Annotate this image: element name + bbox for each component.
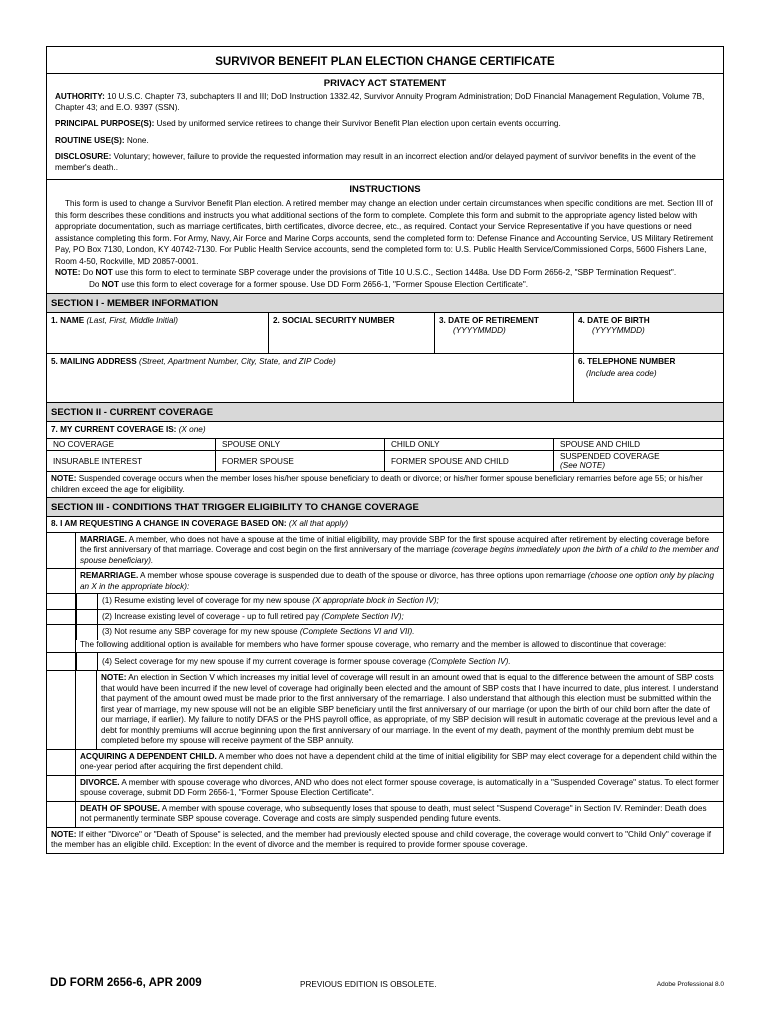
- dependent-child-checkbox[interactable]: [47, 750, 76, 775]
- section-2-heading: SECTION II - CURRENT COVERAGE: [47, 403, 723, 422]
- option-death-of-spouse: DEATH OF SPOUSE. A member with spouse coverage, who subsequently loses that spouse to death, must select "Suspend Coverage" in Section IV. Reminder: Death does not permanently terminate SBP spouse coverage. Coverage and costs are simply suspended pending future events.: [47, 801, 723, 827]
- coverage-former-spouse[interactable]: FORMER SPOUSE: [216, 451, 385, 471]
- option-marriage: MARRIAGE. A member, who does not have a spouse at the time of initial eligibility, may provide SBP for the first spouse acquired after retirement by electing coverage before the first anniversary of that marriage. Coverage and cost begin on the first anniversary of the marriage (coverage begins immediately upon the birth of a child to the member and spouse beneficiary).: [47, 532, 723, 569]
- obsolete-notice: PREVIOUS EDITION IS OBSOLETE.: [300, 980, 437, 989]
- divorce-checkbox[interactable]: [47, 776, 76, 801]
- coverage-child-only[interactable]: CHILD ONLY: [385, 439, 554, 451]
- form-title: SURVIVOR BENEFIT PLAN ELECTION CHANGE CERTIFICATE: [47, 47, 723, 74]
- form-container: [46, 46, 724, 854]
- death-of-spouse-checkbox[interactable]: [47, 802, 76, 827]
- remarriage-opt1-checkbox[interactable]: [76, 594, 98, 609]
- privacy-heading: PRIVACY ACT STATEMENT: [323, 78, 447, 89]
- ssn-field[interactable]: 2. SOCIAL SECURITY NUMBER: [269, 313, 435, 353]
- option-remarriage: REMARRIAGE. A member whose spouse coverage is suspended due to death of the spouse or divorce, has three options upon remarriage (choose one option only by placing an X in the appropriate block): (1) Resume existing level of coverage for my new spouse (X appropriate block in Section IV); (2) Increase existing level of coverage - up to full retired pay (Complete Section IV); (3) Not resume any SBP coverage for my new spouse (Complete Sections VI and VII). The following additional option is available for members who have former spouse coverage, who remarry and the member is allowed to discontinue that coverage: (4) Select coverage for my new spouse if my current coverage is former spouse coverage (Complete Section IV). NOTE: An election in Section V which increases my initial level of coverage will result in an amount owed that is equal to the difference between the amount of SBP costs that would have been incurred if the new level of coverage had originally been elected and the amount of SBP costs that I have incurred to date, plus interest. I understand that payment of the amount owed must be made prior to the first anniversary of the remarriage. I also understand that although this election must be submitted within the first year of marriage, my new spouse will not be an eligible SBP beneficiary until the first anniversary of our marriage (or upon the birth of our child born after the date of our marriage, if earlier). My failure to notify DFAS or the PHS payroll office, as appropriate, of my SBP decision will result in automatic coverage at the previous level and a debt for monthly premiums will accrue beginning upon the first anniversary of our marriage. In the event of my death, payment of the monthly premium debt must be completed before my spouse will receive payment of the SBP annuity.: [47, 568, 723, 749]
- coverage-spouse-only[interactable]: SPOUSE ONLY: [216, 439, 385, 451]
- routine-use: ROUTINE USE(S): None.: [55, 135, 149, 145]
- form-id: DD FORM 2656-6, APR 2009: [50, 977, 202, 989]
- remarriage-opt4-checkbox[interactable]: [76, 653, 98, 670]
- disclosure: DISCLOSURE: Voluntary; however, failure to provide the requested information may result in an incorrect election and/or delayed payment of survivor benefits in the event of the member's death..: [55, 152, 696, 172]
- principal-purpose: PRINCIPAL PURPOSE(S): Used by uniformed service retirees to change their Survivor Benefit Plan election upon certain events occurring.: [55, 119, 561, 128]
- authority: AUTHORITY: 10 U.S.C. Chapter 73, subchapters II and III; DoD Instruction 1332.42, Survivor Annuity Program Administration; DoD Financial Management Regulation, Volume 7B, Chapter 43; and E.O. 9397 (SSN).: [55, 92, 705, 112]
- marriage-checkbox[interactable]: [47, 533, 76, 569]
- instructions-body: This form is used to change a Survivor Benefit Plan election. A retired member may change an election under certain circumstances when specific conditions are met. Section III of this form describes these conditions and instructs you what additional sections of the form to complete. Complete this form and submit to the appropriate agency listed below with appropriate documentation, such as marriage certificates, birth certificates, divorce decree, etc., as required. Contact your Service Representative if you have questions or need assistance completing this form. For Army, Navy, Air Force and Marine Corps accounts, send the completed form to: Defense Finance and Accounting Service, US Military Retirement Pay, PO Box 7130, London, KY 40742-7130. For Public Health Service accounts, send the completed form to: U.S. Public Health Service/Commissioned Corps, 5600 Fishers Lane, Room 4-50, Rockville, MD 20857-0001. NOTE: Do NOT use this form to elect to terminate SBP coverage under the provisions of Title 10 U.S.C., Section 1448a. Use DD Form 2656-2, "SBP Termination Request". Do NOT use this form to elect coverage for a former spouse. Use DD Form 2656-1, "Former Spouse Election Certificate".: [55, 199, 714, 289]
- instructions-heading: INSTRUCTIONS: [349, 184, 421, 195]
- additional-option-text: The following additional option is available for members who have former spouse coverage, who remarry and the member is allowed to discontinue that coverage:: [80, 639, 667, 649]
- option-divorce: DIVORCE. A member with spouse coverage who divorces, AND who does not elect former spouse coverage, is automatically in a "Suspended Coverage" status. To elect former spouse coverage, submit DD Form 2656-1, "Former Spouse Election Certificate".: [47, 775, 723, 801]
- mailing-address-field[interactable]: 5. MAILING ADDRESS (Street, Apartment Number, City, State, and ZIP Code): [47, 354, 574, 402]
- q7-label: 7. MY CURRENT COVERAGE IS: (X one): [51, 425, 206, 434]
- birth-date-field[interactable]: 4. DATE OF BIRTH (YYYYMMDD): [578, 316, 650, 335]
- coverage-suspended[interactable]: SUSPENDED COVERAGE (See NOTE): [560, 452, 660, 470]
- retirement-date-field[interactable]: 3. DATE OF RETIREMENT (YYYYMMDD): [435, 313, 574, 353]
- remarriage-opt2-checkbox[interactable]: [76, 610, 98, 625]
- remarriage-opt3-checkbox[interactable]: [76, 625, 98, 640]
- telephone-field[interactable]: 6. TELEPHONE NUMBER (Include area code): [578, 357, 676, 378]
- section-2-note: NOTE: Suspended coverage occurs when the member loses his/her spouse beneficiary to death or divorce; or his/her former spouse beneficiary remarries before age 55; or his/her children exceed the age for eligibility.: [51, 474, 703, 494]
- coverage-options: [47, 439, 723, 472]
- remarriage-note: NOTE: An election in Section V which increases my initial level of coverage will result in an amount owed that is equal to the difference between the amount of SBP costs that would have been incurred if the new level of coverage had originally been elected and the amount of SBP costs that I have incurred to date, plus interest. I understand that payment of the amount owed must be made prior to the first anniversary of the remarriage. I also understand that although this election must be submitted within the first year of marriage, my new spouse will not be an eligible SBP beneficiary until the first anniversary of our marriage (or upon the birth of our child born after the date of our marriage, if earlier). My failure to notify DFAS or the PHS payroll office, as appropriate, of my SBP decision will result in automatic coverage at the previous level and a debt for monthly premiums will accrue beginning upon the first anniversary of our marriage. In the event of my death, payment of the monthly premium debt must be completed before my spouse will receive payment of the SBP annuity.: [96, 671, 723, 749]
- coverage-insurable-interest[interactable]: INSURABLE INTEREST: [47, 451, 216, 471]
- name-field[interactable]: 1. NAME (Last, First, Middle Initial): [47, 313, 269, 353]
- section-1-heading: SECTION I - MEMBER INFORMATION: [47, 293, 723, 313]
- form-footer: [50, 977, 724, 995]
- coverage-none[interactable]: NO COVERAGE: [47, 439, 216, 451]
- coverage-former-spouse-and-child[interactable]: FORMER SPOUSE AND CHILD: [385, 451, 554, 471]
- section-3-heading: SECTION III - CONDITIONS THAT TRIGGER ELIGIBILITY TO CHANGE COVERAGE: [47, 497, 723, 517]
- section-3-final-note: NOTE: If either "Divorce" or "Death of Spouse" is selected, and the member had previously elected spouse and child coverage, the coverage would convert to "Child Only" coverage if the member has an eligible child. Exception: In the event of divorce and the member is required to provide former spouse coverage.: [47, 827, 723, 853]
- q8-label: 8. I AM REQUESTING A CHANGE IN COVERAGE BASED ON: (X all that apply): [51, 519, 349, 528]
- option-dependent-child: ACQUIRING A DEPENDENT CHILD. A member who does not have a dependent child at the time of initial eligibility for SBP may elect coverage for a dependent child within the one-year period after acquiring the first dependent child.: [47, 749, 723, 775]
- software-label: Adobe Professional 8.0: [656, 981, 724, 988]
- coverage-spouse-and-child[interactable]: SPOUSE AND CHILD: [554, 439, 723, 451]
